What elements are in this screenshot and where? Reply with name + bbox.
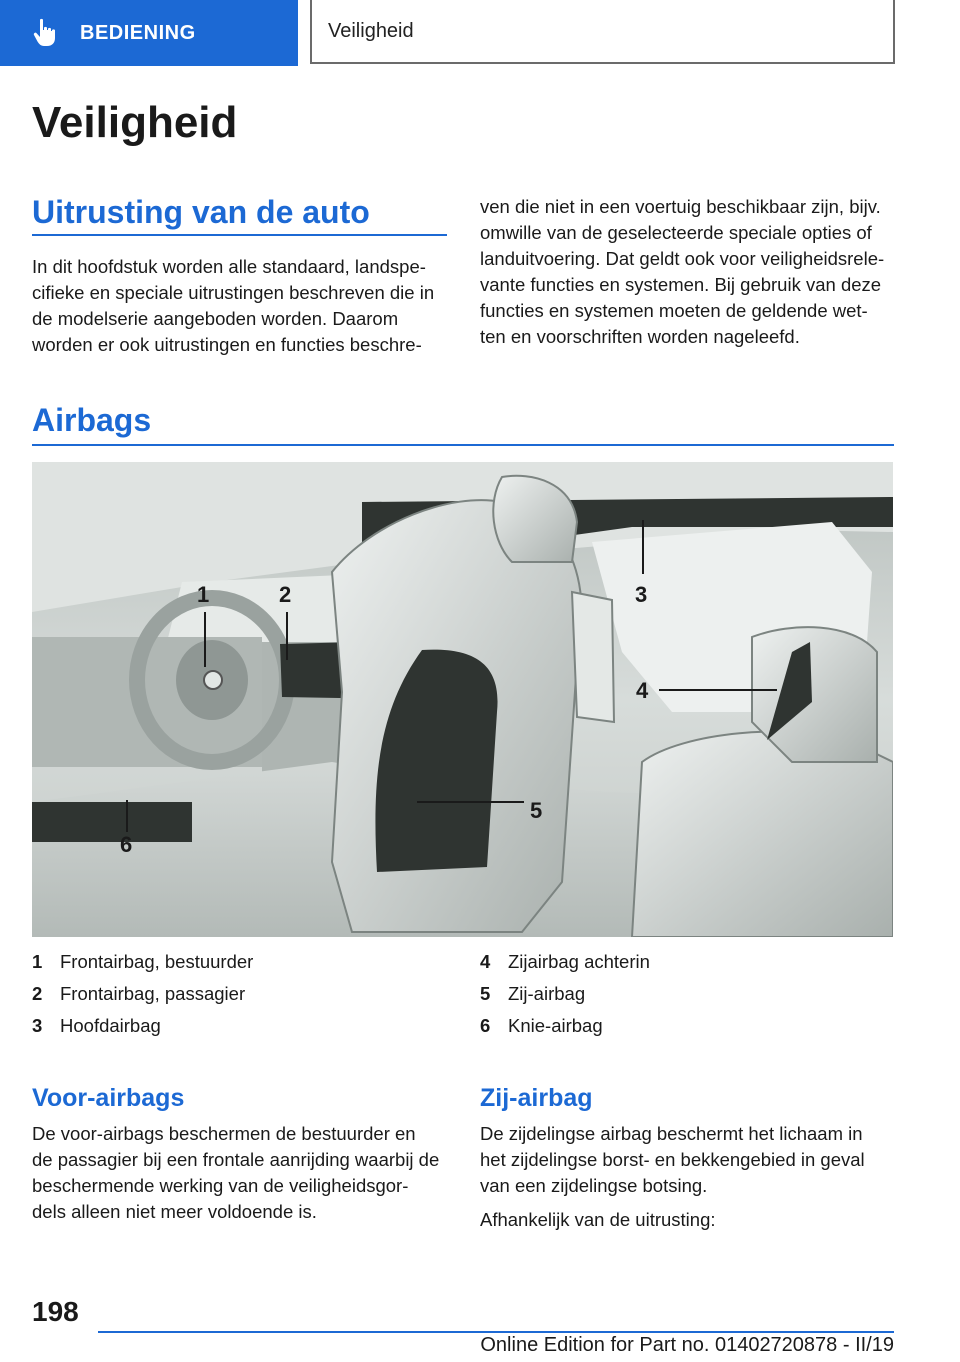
- side-airbag-heading: Zij-airbag: [480, 1084, 593, 1112]
- legend-item: [480, 1010, 900, 1042]
- legend-left: [32, 946, 452, 1042]
- callout-1: 1: [197, 582, 210, 607]
- section-rule: [32, 444, 894, 446]
- callout-2: 2: [279, 582, 292, 607]
- legend-item: [32, 946, 452, 978]
- legend-label: Hoofdairbag: [60, 1015, 161, 1036]
- chapter-text: Veiligheid: [328, 19, 414, 42]
- legend-label: Zijairbag achterin: [508, 951, 650, 972]
- callout-4: 4: [636, 678, 649, 703]
- car-interior-drawing: [32, 462, 893, 937]
- front-airbags-heading: Voor-airbags: [32, 1084, 185, 1112]
- legend-item: [480, 946, 900, 978]
- callout-5: 5: [530, 798, 543, 823]
- side-airbag-text: De zijdelingse airbag beschermt het lichaam in het zijdelingse borst- en bekkengebied in geval van een zijdelingse botsing.: [480, 1123, 865, 1196]
- front-airbags-text: De voor-airbags beschermen de bestuurder en de passagier bij een frontale aanrijding waarbij de beschermende werking van de veiligheidsgor- dels alleen niet meer voldoende is.: [32, 1123, 440, 1222]
- legend-number: 5: [480, 983, 491, 1004]
- page-title: Veiligheid: [32, 98, 238, 147]
- section-heading-airbags: Airbags: [32, 402, 152, 438]
- section-label: BEDIENING: [80, 21, 196, 44]
- equipment-text-col2: ven die niet in een voertuig beschikbaar zijn, bijv. omwille van de geselecteerde speciale opties of landuitvoering. Dat geldt ook voor veiligheidsrele- vante functies en systemen. Bij gebruik van deze functies en systemen moeten de geldende wet- ten en voorschriften worden nageleefd.: [480, 196, 885, 347]
- legend-number: 4: [480, 951, 491, 972]
- callout-6: 6: [120, 832, 133, 857]
- legend-item: [480, 978, 900, 1010]
- hand-pointer-icon: [30, 17, 62, 49]
- legend-right: [480, 946, 900, 1042]
- section-heading-equipment: Uitrusting van de auto: [32, 194, 370, 230]
- legend-label: Zij-airbag: [508, 983, 586, 1004]
- page-number: 198: [32, 1296, 79, 1327]
- legend-item: [32, 978, 452, 1010]
- legend-number: 2: [32, 983, 43, 1004]
- edition-text: Online Edition for Part no. 01402720878 - II/19: [480, 1334, 894, 1356]
- section-tab: [0, 0, 298, 66]
- legend-number: 3: [32, 1015, 43, 1036]
- legend-number: 6: [480, 1015, 491, 1036]
- footer-rule: [98, 1331, 894, 1333]
- chapter-label: [310, 0, 895, 64]
- callout-3: 3: [635, 582, 648, 607]
- legend-item: [32, 1010, 452, 1042]
- section-rule: [32, 234, 447, 236]
- legend-label: Frontairbag, passagier: [60, 983, 246, 1004]
- side-airbag-text-2: Afhankelijk van de uitrusting:: [480, 1209, 716, 1230]
- airbag-illustration: [32, 462, 893, 937]
- legend-number: 1: [32, 951, 43, 972]
- legend-label: Knie-airbag: [508, 1015, 603, 1036]
- legend-label: Frontairbag, bestuurder: [60, 951, 254, 972]
- equipment-text-col1: In dit hoofdstuk worden alle standaard, landspe- cifieke en speciale uitrustingen beschreven die in de modelserie aangeboden worden. Daarom worden er ook uitrustingen en functies beschre-: [32, 256, 435, 355]
